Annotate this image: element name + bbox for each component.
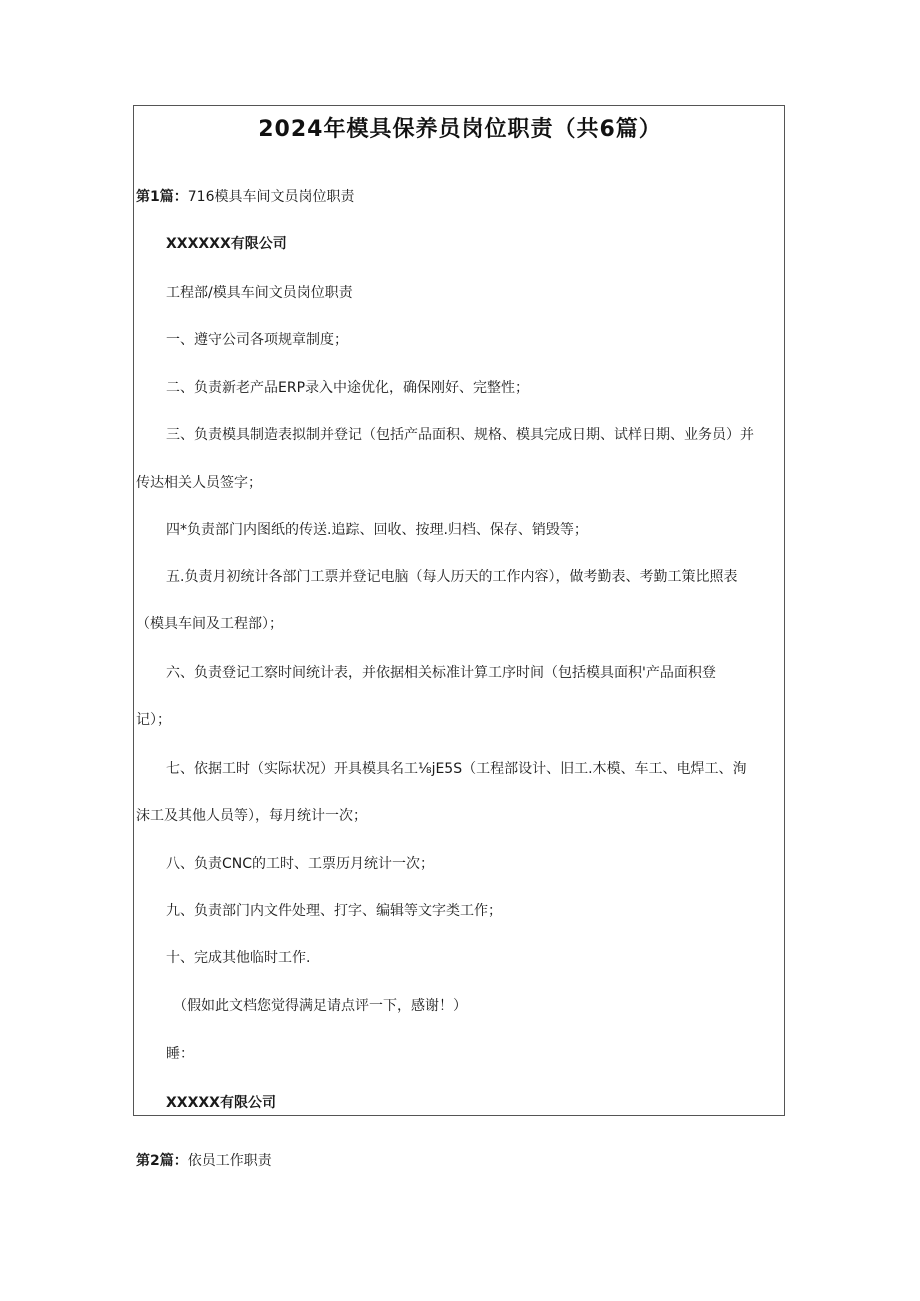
duty-line: 七、依据工时（实际状况）开具模具名工⅛jE5S（工程部设计、旧工.木模、车工、电焊工、洵 xyxy=(166,761,747,777)
duty-line: 沫工及其他人员等），每月统计一次； xyxy=(136,808,367,824)
duty-line: 一、遵守公司各项规章制度； xyxy=(166,332,348,348)
section-1-heading-text: 716模具车间文员岗位职责 xyxy=(187,189,355,205)
company-name-top: XXXXXX有限公司 xyxy=(166,236,287,252)
duty-line: 三、负责模具制造表拟制并登记（包括产品面积、规格、模具完成日期、试样日期、业务员）并 xyxy=(166,427,754,443)
feedback-note: （假如此文档您觉得满足请点评一下，感谢！） xyxy=(173,998,467,1014)
signature-label: 睡： xyxy=(166,1046,194,1062)
duty-line: 八、负责CNC的工时、工票历月统计一次； xyxy=(166,856,435,872)
duty-line: 五.负责月初统计各部门工票并登记电脑（每人历天的工作内容），做考勤表、考勤工策比照表 xyxy=(166,569,738,585)
duty-line: 记）； xyxy=(136,712,171,728)
duty-line: 传达相关人员签字； xyxy=(136,475,262,491)
section-2-heading xyxy=(136,1152,272,1170)
duty-line: 九、负责部门内文件处理、打字、编辑等文字类工作； xyxy=(166,903,502,919)
duty-line: 六、负责登记工察时间统计表，并依据相关标准计算工序时间（包括模具面积'产品面积登 xyxy=(166,665,716,681)
company-name-bottom: XXXXX有限公司 xyxy=(166,1095,276,1111)
duty-line: 四*负责部门内图纸的传送.追踪、回收、按理.归档、保存、销毁等； xyxy=(166,522,588,538)
duty-line: （模具车间及工程部）； xyxy=(136,616,283,632)
document-title: 2024年模具保养员岗位职责（共6篇） xyxy=(258,117,662,142)
duty-line: 二、负责新老产品ERP录入中途优化，确保刚好、完整性； xyxy=(166,380,530,396)
duty-line: 工程部/模具车间文员岗位职责 xyxy=(166,285,353,301)
section-1-heading xyxy=(136,188,354,206)
section-2-heading-text: 依员工作职责 xyxy=(187,1153,272,1169)
section-1-heading-prefix: 第1篇： xyxy=(136,189,188,205)
duty-line: 十、完成其他临时工作. xyxy=(166,950,311,966)
section-2-heading-prefix: 第2篇： xyxy=(136,1153,188,1169)
